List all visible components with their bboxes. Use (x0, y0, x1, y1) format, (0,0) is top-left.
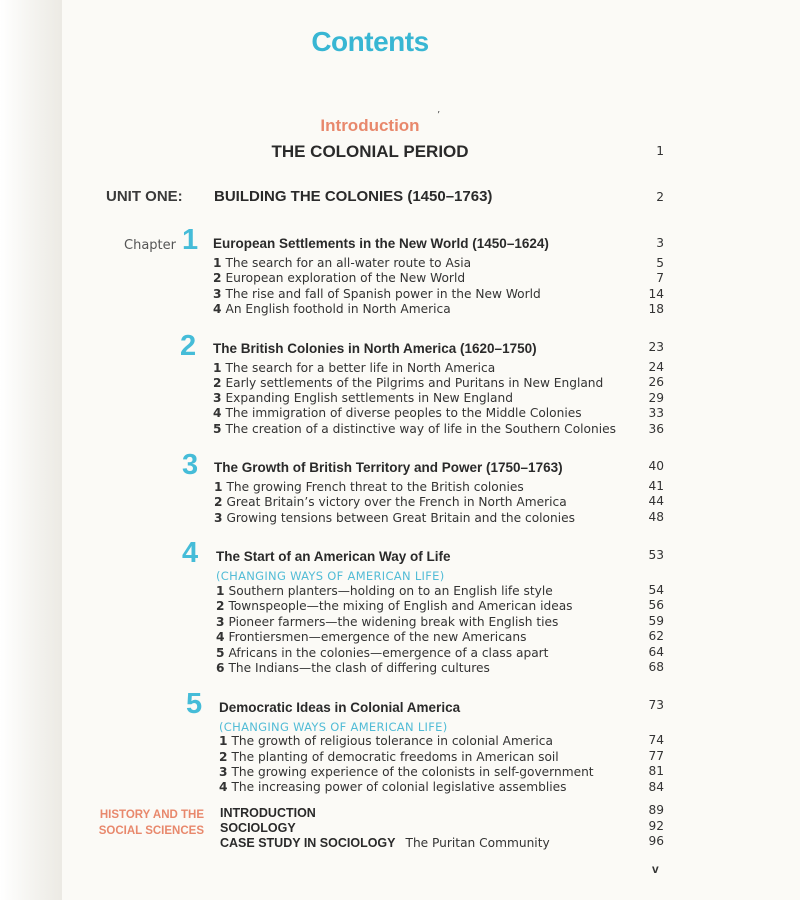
page-title: Contents (311, 26, 429, 57)
chapter-5-subtitle: (CHANGING WAYS OF AMERICAN LIFE) (219, 720, 448, 734)
chapter-5-section-page: 81 (648, 764, 664, 778)
chapter-2-section-page: 29 (648, 391, 664, 405)
chapter-1-page: 3 (656, 236, 664, 250)
unit-title: BUILDING THE COLONIES (1450–1763) (214, 188, 493, 205)
introduction-page: 1 (656, 144, 664, 158)
chapter-4-section-page: 54 (648, 583, 664, 597)
chapter-4-section: 6 The Indians—the clash of differing cultures (216, 661, 490, 675)
chapter-2-section: 2 Early settlements of the Pilgrims and Puritans in New England (213, 376, 604, 390)
chapter-1-section: 4 An English foothold in North America (213, 302, 451, 316)
chapter-2-section-page: 33 (648, 406, 664, 420)
chapter-4-section-page: 62 (648, 629, 664, 643)
chapter-2-section-page: 26 (648, 375, 664, 389)
chapter-3-title: The Growth of British Territory and Power (1750–1763) (214, 460, 563, 475)
chapter-5-number: 5 (186, 688, 203, 720)
chapter-3-section: 2 Great Britain’s victory over the French in North America (214, 495, 567, 509)
page-number: v (652, 862, 659, 876)
chapter-1-section-page: 14 (648, 287, 664, 301)
chapter-2-section-page: 24 (648, 360, 664, 374)
chapter-2-title: The British Colonies in North America (1620–1750) (213, 341, 537, 356)
chapter-3-section-page: 41 (648, 479, 664, 493)
chapter-3-section: 1 The growing French threat to the British colonies (214, 480, 524, 494)
chapter-1-number: 1 (182, 224, 199, 256)
chapter-2-page: 23 (648, 340, 664, 354)
hs-sociology-page: 92 (648, 819, 664, 833)
hs-introduction: INTRODUCTION (220, 806, 316, 820)
chapter-4-section-page: 59 (648, 614, 664, 628)
chapter-4-subtitle: (CHANGING WAYS OF AMERICAN LIFE) (216, 569, 445, 583)
chapter-2-section: 3 Expanding English settlements in New England (213, 391, 513, 405)
chapter-4-title: The Start of an American Way of Life (216, 549, 451, 564)
chapter-4-section-page: 68 (648, 660, 664, 674)
chapter-5-section: 2 The planting of democratic freedoms in American soil (219, 750, 559, 764)
chapter-1-section: 2 European exploration of the New World (213, 271, 466, 285)
chapter-4-section: 1 Southern planters—holding on to an English life style (216, 584, 553, 598)
chapter-4-page: 53 (648, 548, 664, 562)
hs-sociology: SOCIOLOGY (220, 821, 296, 835)
unit-page: 2 (656, 190, 664, 204)
hs-case-study: CASE STUDY IN SOCIOLOGY The Puritan Community (220, 836, 550, 850)
chapter-3-section-page: 48 (648, 510, 664, 524)
chapter-5-title: Democratic Ideas in Colonial America (219, 700, 461, 715)
chapter-2-section: 1 The search for a better life in North America (213, 361, 496, 375)
chapter-4-section-page: 64 (648, 645, 664, 659)
chapter-5-section: 3 The growing experience of the colonists in self-government (219, 765, 594, 779)
chapter-5-section: 1 The growth of religious tolerance in colonial America (219, 734, 553, 748)
chapter-5-section-page: 74 (648, 733, 664, 747)
chapter-5-page: 73 (648, 698, 664, 712)
hs-case-study-page: 96 (648, 834, 664, 848)
chapter-3-number: 3 (182, 449, 199, 481)
chapter-2-number: 2 (180, 330, 197, 362)
chapter-5-section-page: 84 (648, 780, 664, 794)
chapter-2-section: 4 The immigration of diverse peoples to the Middle Colonies (213, 406, 582, 420)
introduction-label: Introduction (320, 116, 420, 135)
chapter-5-section: 4 The increasing power of colonial legislative assemblies (219, 780, 567, 794)
chapter-label: Chapter (124, 238, 176, 253)
chapter-4-section: 3 Pioneer farmers—the widening break with English ties (216, 615, 559, 629)
chapter-3-page: 40 (648, 459, 664, 473)
unit-label: UNIT ONE: (106, 188, 183, 205)
chapter-4-section: 2 Townspeople—the mixing of English and American ideas (216, 599, 573, 613)
chapter-3-section-page: 44 (648, 494, 664, 508)
chapter-1-section-page: 7 (656, 271, 664, 285)
stray-mark: ’ (437, 110, 441, 121)
chapter-3-section: 3 Growing tensions between Great Britain and the colonies (214, 511, 575, 525)
chapter-1-section-page: 5 (656, 256, 664, 270)
chapter-1-section: 3 The rise and fall of Spanish power in the New World (213, 287, 541, 301)
chapter-4-section: 5 Africans in the colonies—emergence of a class apart (216, 646, 549, 660)
hs-introduction-page: 89 (648, 803, 664, 817)
chapter-5-section-page: 77 (648, 749, 664, 763)
chapter-4-section: 4 Frontiersmen—emergence of the new Americans (216, 630, 527, 644)
history-social-label: HISTORY AND THE SOCIAL SCIENCES (98, 809, 204, 837)
introduction-title: THE COLONIAL PERIOD (271, 142, 469, 161)
chapter-1-title: European Settlements in the New World (1450–1624) (213, 236, 549, 251)
chapter-1-section: 1 The search for an all-water route to Asia (213, 256, 472, 270)
chapter-2-section: 5 The creation of a distinctive way of life in the Southern Colonies (213, 422, 616, 436)
chapter-2-section-page: 36 (648, 422, 664, 436)
chapter-1-section-page: 18 (648, 302, 664, 316)
chapter-4-number: 4 (182, 537, 199, 569)
chapter-4-section-page: 56 (648, 598, 664, 612)
